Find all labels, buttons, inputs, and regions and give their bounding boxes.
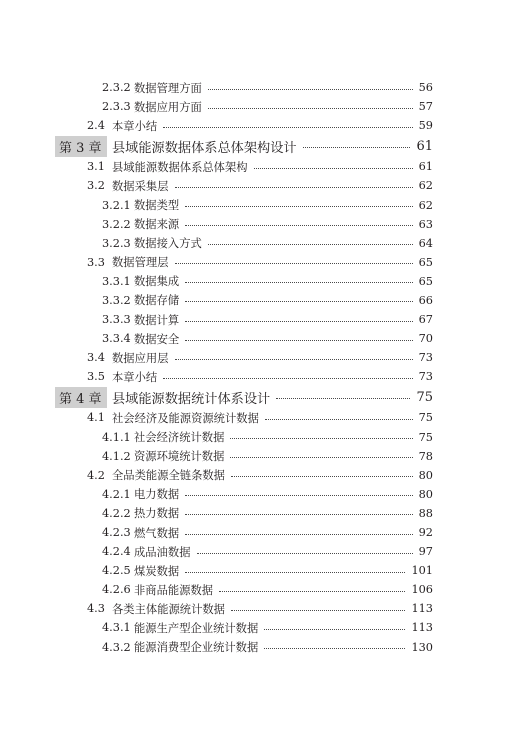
dot-leader <box>175 187 413 188</box>
toc-entry-number: 3.2.3 <box>102 236 131 250</box>
chapter-label: 第 4 章 <box>55 387 107 408</box>
toc-page-number: 92 <box>418 526 433 540</box>
toc-subsection-entry <box>0 329 517 348</box>
toc-entry-title: 数据接入方式 <box>134 237 202 251</box>
toc-subsection-entry <box>0 195 517 214</box>
toc-entry-number: 3.2 <box>87 179 105 193</box>
toc-entry-title: 数据类型 <box>134 199 180 213</box>
toc-entry-title: 数据计算 <box>134 313 180 327</box>
toc-entry-number: 3.5 <box>87 370 105 384</box>
toc-page-number: 63 <box>418 217 433 231</box>
toc-entry-number: 2.3.2 <box>102 81 131 95</box>
toc-entry-title: 燃气数据 <box>134 526 180 540</box>
toc-entry-title: 电力数据 <box>134 488 180 502</box>
toc-entry-title: 煤炭数据 <box>134 564 180 578</box>
toc-subsection-entry <box>0 310 517 329</box>
toc-entry-number: 4.3.1 <box>102 621 131 635</box>
toc-subsection-entry <box>0 504 517 523</box>
toc-page-number: 106 <box>411 583 433 597</box>
toc-entry-title: 数据管理层 <box>112 256 169 270</box>
toc-subsection-entry <box>0 78 517 97</box>
dot-leader <box>185 225 412 226</box>
toc-entry-number: 4.2 <box>87 468 105 482</box>
toc-entry-title: 数据管理方面 <box>134 81 202 95</box>
toc-entry-title: 数据存储 <box>134 294 180 308</box>
toc-subsection-entry <box>0 97 517 116</box>
toc-entry-title: 能源消费型企业统计数据 <box>134 641 259 655</box>
toc-entry-number: 3.3.1 <box>102 274 131 288</box>
toc-entry-number: 4.2.3 <box>102 526 131 540</box>
toc-entry-title: 数据应用层 <box>112 351 169 365</box>
toc-subsection-entry <box>0 561 517 580</box>
dot-leader <box>254 168 413 169</box>
toc-entry-number: 3.3 <box>87 255 105 269</box>
toc-entry-title: 全品类能源全链条数据 <box>112 469 225 483</box>
toc-page-number: 61 <box>418 160 433 174</box>
dot-leader <box>208 89 413 90</box>
toc-entry-number: 4.2.6 <box>102 583 131 597</box>
toc-entry-title: 本章小结 <box>112 370 158 384</box>
toc-page-number: 70 <box>418 332 433 346</box>
dot-leader <box>264 629 405 630</box>
dot-leader <box>185 321 412 322</box>
dot-leader <box>185 206 412 207</box>
toc-section-entry <box>0 466 517 485</box>
toc-entry-title: 资源环境统计数据 <box>134 450 225 464</box>
toc-page-number: 113 <box>411 621 433 635</box>
toc-entry-number: 4.2.2 <box>102 506 131 520</box>
toc-subsection-entry <box>0 291 517 310</box>
dot-leader <box>175 263 413 264</box>
toc-page-number: 80 <box>418 468 433 482</box>
toc-entry-title: 县域能源数据统计体系设计 <box>112 391 271 407</box>
toc-section-entry <box>0 367 517 386</box>
toc-entry-title: 县域能源数据体系总体架构 <box>112 160 248 174</box>
toc-subsection-entry <box>0 485 517 504</box>
toc-entry-number: 2.4 <box>87 119 105 133</box>
toc-page-number: 130 <box>411 640 433 654</box>
toc-subsection-entry <box>0 447 517 466</box>
toc-page-number: 97 <box>418 545 433 559</box>
toc-page-number: 56 <box>418 81 433 95</box>
toc-section-entry <box>0 599 517 618</box>
toc-entry-title: 本章小结 <box>112 119 158 133</box>
toc-subsection-entry <box>0 215 517 234</box>
toc-section-entry <box>0 157 517 176</box>
dot-leader <box>208 244 413 245</box>
toc-entry-title: 数据集成 <box>134 275 180 289</box>
toc-entry-title: 数据采集层 <box>112 179 169 193</box>
dot-leader <box>185 534 412 535</box>
dot-leader <box>303 147 411 148</box>
toc-page-number: 64 <box>418 236 433 250</box>
toc-page-number: 57 <box>418 100 433 114</box>
toc-entry-number: 3.3.3 <box>102 313 131 327</box>
dot-leader <box>175 359 413 360</box>
toc-page-number: 73 <box>418 370 433 384</box>
dot-leader <box>185 282 412 283</box>
toc-section-entry <box>0 408 517 427</box>
dot-leader <box>208 108 413 109</box>
toc-subsection-entry <box>0 638 517 657</box>
toc-entry-title: 数据来源 <box>134 218 180 232</box>
toc-page-number: 75 <box>418 430 433 444</box>
toc-page-number: 65 <box>418 255 433 269</box>
dot-leader <box>276 398 410 399</box>
toc-entry-title: 非商品能源数据 <box>134 583 214 597</box>
toc-entry-number: 2.3.3 <box>102 100 131 114</box>
toc-page-number: 101 <box>411 564 433 578</box>
dot-leader <box>219 591 405 592</box>
toc-page-number: 66 <box>418 293 433 307</box>
toc-page-number: 59 <box>418 119 433 133</box>
toc-page-number: 75 <box>418 411 433 425</box>
dot-leader <box>230 457 412 458</box>
toc-entry-number: 4.3 <box>87 602 105 616</box>
toc-page-number: 75 <box>416 389 433 405</box>
toc-entry-number: 3.3.2 <box>102 293 131 307</box>
toc-entry-number: 3.1 <box>87 160 105 174</box>
toc-entry-number: 3.4 <box>87 351 105 365</box>
toc-subsection-entry <box>0 428 517 447</box>
dot-leader <box>163 127 412 128</box>
toc-entry-title: 县域能源数据体系总体架构设计 <box>112 140 297 156</box>
toc-chapter-entry <box>0 135 517 157</box>
toc-subsection-entry <box>0 523 517 542</box>
toc-entry-title: 能源生产型企业统计数据 <box>134 621 259 635</box>
dot-leader <box>163 378 412 379</box>
dot-leader <box>185 495 412 496</box>
toc-subsection-entry <box>0 272 517 291</box>
toc-section-entry <box>0 253 517 272</box>
dot-leader <box>264 648 405 649</box>
toc-entry-number: 3.2.2 <box>102 217 131 231</box>
toc-page-number: 65 <box>418 274 433 288</box>
toc-subsection-entry <box>0 542 517 561</box>
toc-entry-number: 4.1 <box>87 411 105 425</box>
dot-leader <box>185 514 412 515</box>
toc-entry-number: 4.2.5 <box>102 564 131 578</box>
toc-page-number: 88 <box>418 506 433 520</box>
toc-page-number: 113 <box>411 602 433 616</box>
toc-entry-title: 各类主体能源统计数据 <box>112 602 225 616</box>
toc-page-number: 62 <box>418 179 433 193</box>
toc-section-entry <box>0 116 517 135</box>
toc-subsection-entry <box>0 618 517 637</box>
toc-entry-title: 成品油数据 <box>134 545 191 559</box>
toc-page-number: 61 <box>416 138 433 154</box>
dot-leader <box>265 419 413 420</box>
toc-entry-title: 热力数据 <box>134 507 180 521</box>
toc-section-entry <box>0 176 517 195</box>
dot-leader <box>197 553 413 554</box>
toc-chapter-entry <box>0 386 517 408</box>
toc-entry-number: 3.3.4 <box>102 332 131 346</box>
toc-page-number: 78 <box>418 449 433 463</box>
dot-leader <box>185 301 412 302</box>
toc-entry-number: 4.2.4 <box>102 545 131 559</box>
toc-section-entry <box>0 348 517 367</box>
toc-entry-number: 3.2.1 <box>102 198 131 212</box>
dot-leader <box>185 572 405 573</box>
toc-page-number: 67 <box>418 313 433 327</box>
toc-entry-title: 社会经济及能源资源统计数据 <box>112 411 259 425</box>
toc-entry-number: 4.2.1 <box>102 487 131 501</box>
dot-leader <box>230 438 412 439</box>
toc-page-number: 73 <box>418 351 433 365</box>
toc-entry-number: 4.3.2 <box>102 640 131 654</box>
toc-entry-number: 4.1.1 <box>102 430 131 444</box>
table-of-contents <box>0 78 517 657</box>
toc-entry-title: 数据安全 <box>134 332 180 346</box>
chapter-label: 第 3 章 <box>55 136 107 157</box>
toc-page-number: 62 <box>418 198 433 212</box>
toc-entry-number: 4.1.2 <box>102 449 131 463</box>
toc-entry-title: 数据应用方面 <box>134 100 202 114</box>
toc-subsection-entry <box>0 234 517 253</box>
toc-entry-title: 社会经济统计数据 <box>134 431 225 445</box>
dot-leader <box>231 610 405 611</box>
toc-page-number: 80 <box>418 487 433 501</box>
toc-subsection-entry <box>0 580 517 599</box>
dot-leader <box>231 476 413 477</box>
dot-leader <box>185 340 412 341</box>
